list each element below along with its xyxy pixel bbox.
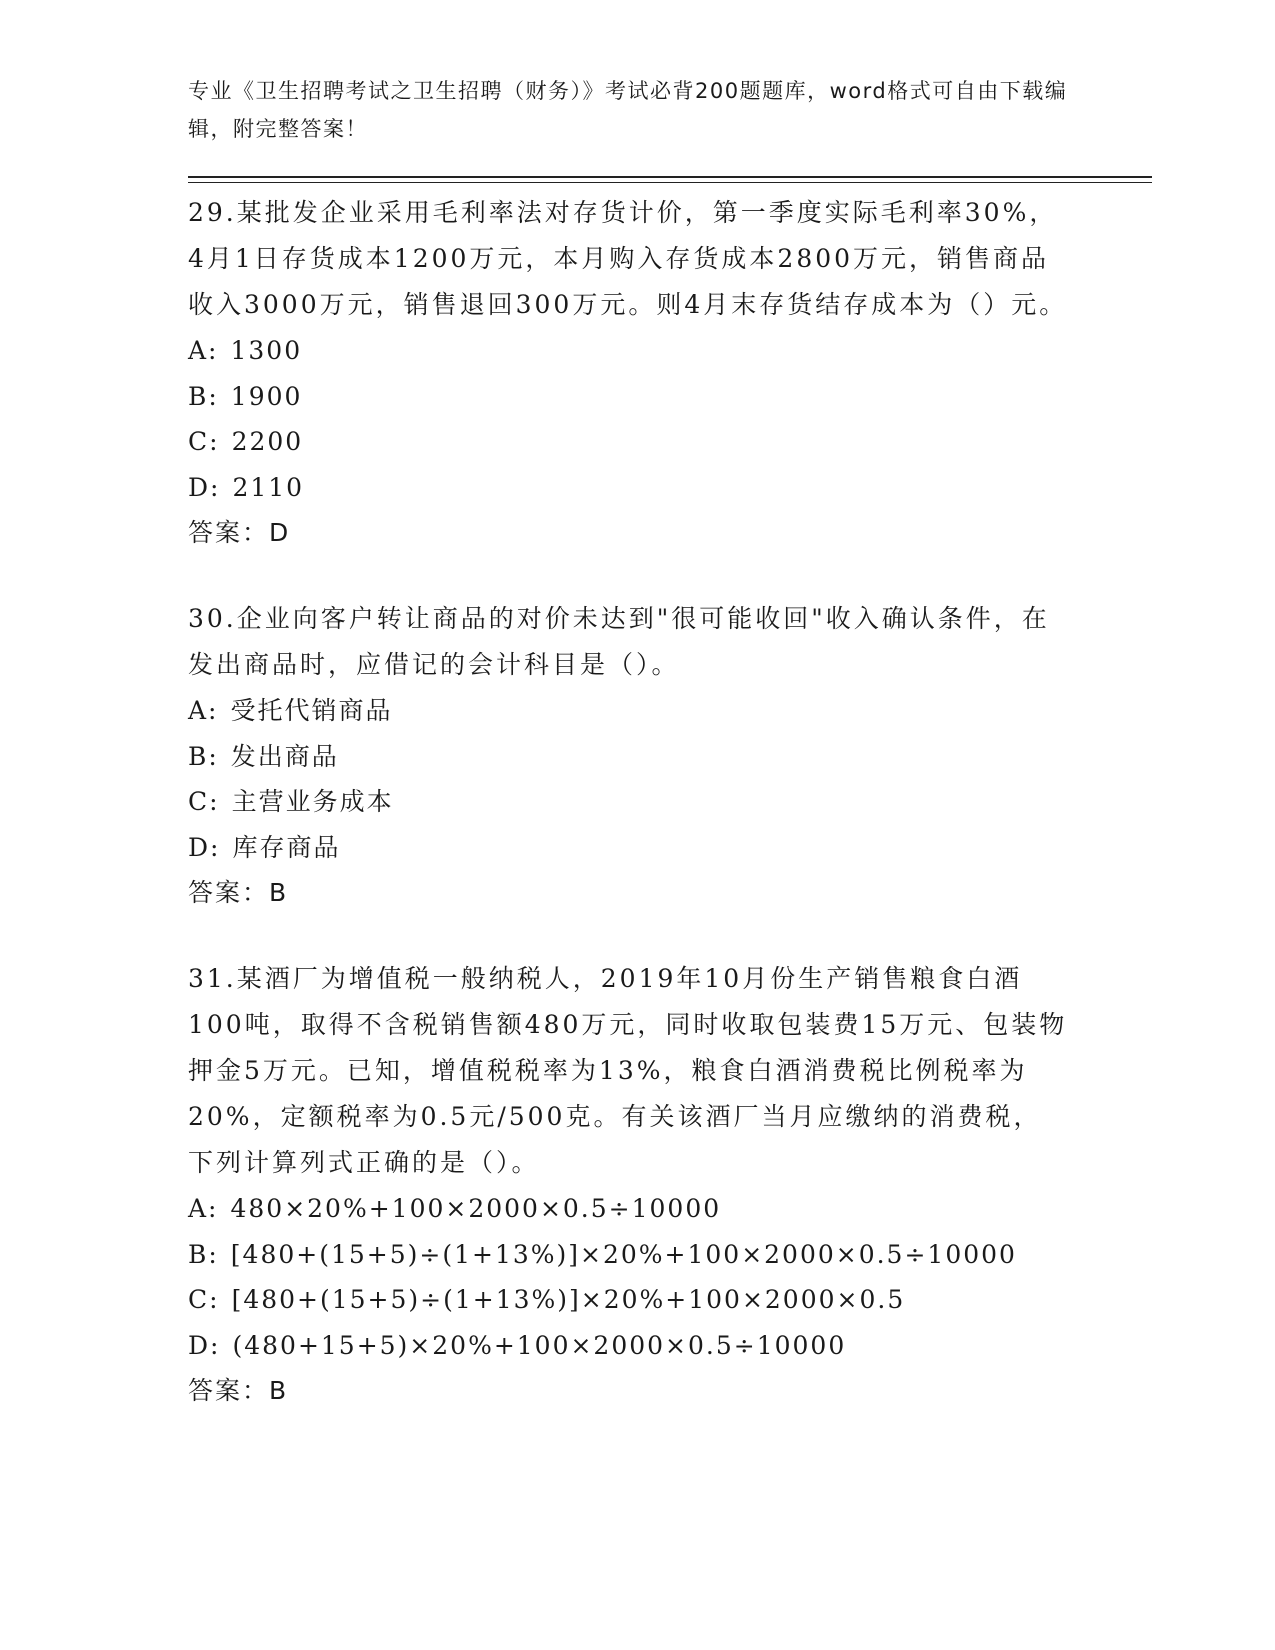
option-text: 库存商品: [232, 832, 341, 862]
option-label: A:: [188, 336, 219, 365]
document-header: 专业《卫生招聘考试之卫生招聘（财务）》考试必背200题题库，word格式可自由下载编辑，附完整答案！: [188, 79, 1068, 141]
option-c: [188, 419, 1088, 465]
option-label: D:: [188, 832, 221, 862]
option-c: [188, 1277, 1088, 1323]
option-text: 受托代销商品: [230, 696, 393, 725]
option-text: 480×20%+100×2000×0.5÷10000: [230, 1194, 722, 1223]
option-d: [188, 465, 1088, 511]
question-29: [188, 190, 1088, 556]
option-label: B:: [188, 381, 219, 411]
question-spacer: [188, 556, 1088, 596]
option-text: 1900: [230, 381, 303, 411]
answer-line: 答案：D: [188, 518, 291, 547]
option-b: [188, 734, 1088, 780]
option-label: A:: [188, 1194, 219, 1223]
option-a: [188, 328, 1088, 374]
option-text: [480+(15+5)÷(1+13%)]×20%+100×2000×0.5÷10000: [230, 1239, 1017, 1269]
answer-line: 答案：B: [188, 878, 289, 907]
question-text: 31.某酒厂为增值税一般纳税人，2019年10月份生产销售粮食白酒100吨，取得不含税销售额480万元，同时收取包装费15万元、包装物押金5万元。已知，增值税税率为13%，粮食白酒消费税比例税率为20%，定额税率为0.5元/500克。有关该酒厂当月应缴纳的消费税，下列计算列式正确的是（）。: [188, 964, 1068, 1177]
option-a: [188, 1186, 1088, 1232]
option-label: D:: [188, 1330, 221, 1360]
answer-line: 答案：B: [188, 1376, 289, 1405]
option-text: 2200: [231, 427, 304, 456]
question-text: 30.企业向客户转让商品的对价未达到"很可能收回"收入确认条件，在发出商品时，应借记的会计科目是（）。: [188, 604, 1050, 679]
header-divider-thick: [188, 176, 1152, 178]
option-label: A:: [188, 696, 219, 725]
option-a: [188, 688, 1088, 734]
option-label: C:: [188, 1285, 220, 1314]
option-label: B:: [188, 741, 219, 771]
option-text: 2110: [232, 472, 305, 502]
option-text: [480+(15+5)÷(1+13%)]×20%+100×2000×0.5: [231, 1285, 906, 1314]
option-text: 主营业务成本: [231, 787, 394, 816]
option-text: 发出商品: [230, 741, 339, 771]
option-label: D:: [188, 472, 221, 502]
question-text: 29.某批发企业采用毛利率法对存货计价，第一季度实际毛利率30%，4月1日存货成本1200万元，本月购入存货成本2800万元，销售商品收入3000万元，销售退回300万元。则4月末存货结存成本为（）元。: [188, 198, 1068, 319]
option-d: [188, 825, 1088, 871]
option-c: [188, 779, 1088, 825]
question-list: [188, 190, 1088, 1414]
option-label: C:: [188, 427, 220, 456]
header-divider-thin: [188, 182, 1152, 183]
option-text: (480+15+5)×20%+100×2000×0.5÷10000: [232, 1330, 847, 1360]
question-31: [188, 956, 1088, 1414]
option-label: C:: [188, 787, 220, 816]
option-b: [188, 1232, 1088, 1278]
option-text: 1300: [230, 336, 303, 365]
option-d: [188, 1323, 1088, 1369]
option-label: B:: [188, 1239, 219, 1269]
option-b: [188, 374, 1088, 420]
question-30: [188, 596, 1088, 916]
question-spacer: [188, 916, 1088, 956]
